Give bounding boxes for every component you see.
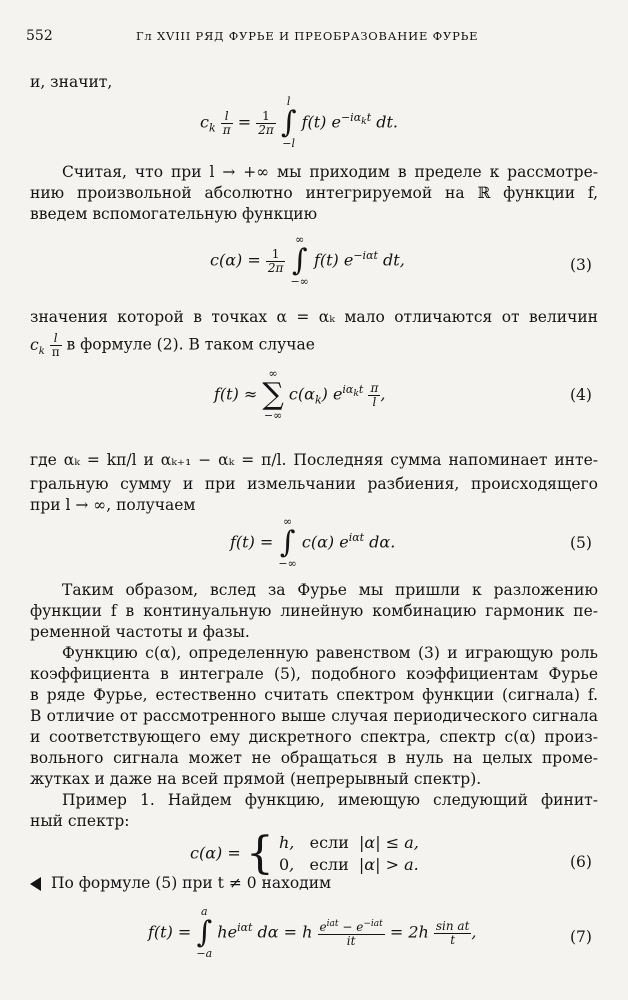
text-spectrum-line7: жутках и даже на всей прямой (непрерывный спектр). [30,770,482,788]
formula-3: c(α) = $\frac{1}{2\pi}$ ∞ ∫ −∞ f(t) $e^{-i\alpha t}$ dt, [210,233,405,288]
text-where-line3: при l → ∞, получаем [30,496,196,514]
page-number: 552 [26,28,53,44]
equation-number-3: (3) [570,256,592,274]
equation-number-6: (6) [570,853,592,871]
text-values-line1: значения которой в точках α = αₖ мало отличаются от величин [30,308,598,326]
running-head: Гл XVIII РЯД ФУРЬЕ И ПРЕОБРАЗОВАНИЕ ФУРЬЕ [136,29,479,43]
text-spectrum-line4: В отличие от рассмотренного выше случая периодического сигнала [30,707,598,725]
formula-ck: $c_k$ $\frac{l}{\pi}$ = $\frac{1}{2\pi}$ l ∫ −l f(t) $e^{-i\alpha_kt}$ dt. [200,95,398,150]
formula-6: c(α) = { h, если |α| ≤ a, 0, если |α| > a. [190,828,419,879]
text-limit-line1: Считая, что при l → +∞ мы приходим в пределе к рассмотре- [62,163,598,181]
text-example-line1: Пример 1. Найдем функцию, имеющую следующий финит- [62,791,598,809]
page-header [26,28,602,48]
text-example-line2: ный спектр: [30,812,130,830]
text-values-line2: $c_k$ $\frac{l}{\pi}$ в формуле (2). В таком случае [30,331,315,359]
text-spectrum-line5: и соответствующего ему дискретного спектра, спектр c(α) произ- [30,728,598,746]
case2-condition: если [309,855,349,874]
text-by-formula-content: По формуле (5) при t ≠ 0 находим [51,874,332,892]
text-spectrum-line6: вольного сигнала может не обращаться в нуль на целых проме- [30,749,598,767]
text-by-formula [30,873,598,895]
text-thus-line1: Таким образом, вслед за Фурье мы пришли к разложению [62,581,598,599]
text-and-therefore: и, значит, [30,73,113,91]
text-limit-line3: введем вспомогательную функцию [30,205,318,223]
equation-number-7: (7) [570,928,592,946]
text-thus-line2: функции f в континуальную линейную комбинацию гармоник пе- [30,602,598,620]
text-thus-line3: ременной частоты и фазы. [30,623,250,641]
text-spectrum-line3: в ряде Фурье, естественно считать спектром функции (сигнала) f. [30,686,598,704]
formula-5: f(t) = ∞ ∫ −∞ c(α) $e^{i\alpha t}$ dα. [230,515,396,570]
text-spectrum-line2: коэффициента в интеграле (5), подобного коэффициентам Фурье [30,665,598,683]
proof-start-marker-icon [30,877,41,891]
formula-4: f(t) ≈ ∞ ∑ −∞ $c(\alpha_k)$ $e^{i\alpha_kt}$ $\frac{\pi}{l}$ , [214,367,386,422]
text-where-line1: где αₖ = kπ/l и αₖ₊₁ − αₖ = π/l. Последняя сумма напоминает инте- [30,451,598,469]
text-spectrum-line1: Функцию c(α), определенную равенством (3) и играющую роль [62,644,598,662]
formula-7: f(t) = a ∫ −a $he^{i\alpha t}$ dα = h $\frac{e^{iat} - e^{-iat}}{it}$ = 2h $\frac{\text{sin at}}{t}$ , [148,905,477,960]
case1-condition: если [309,833,349,852]
equation-number-4: (4) [570,386,592,404]
text-values-line2-tail: в формуле (2). В таком случае [66,335,315,354]
equation-number-5: (5) [570,534,592,552]
text-where-line2: гральную сумму и при измельчании разбиения, происходящего [30,475,598,493]
text-limit-line2: нию произвольной абсолютно интегрируемой на ℝ функции f, [30,184,598,202]
